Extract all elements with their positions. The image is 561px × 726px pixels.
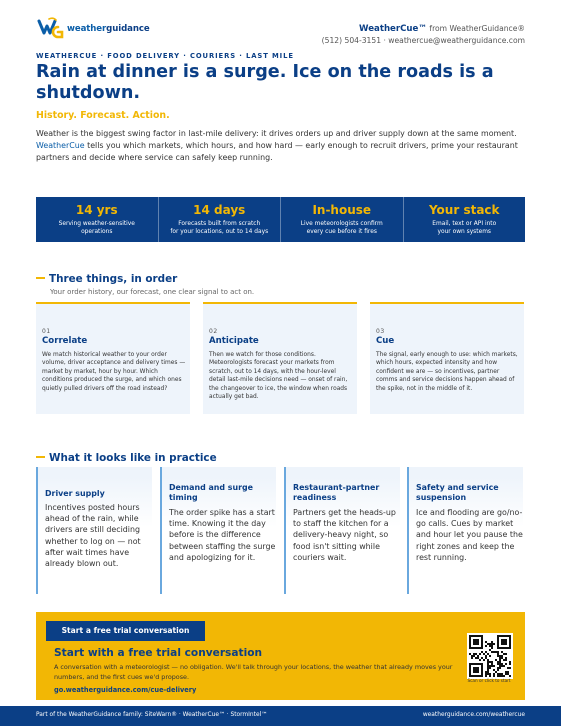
stats-bar	[36, 197, 525, 242]
practice-card-safety-suspension	[407, 467, 523, 594]
practice-text: Partners get the heads-up to staff the kitchen for a delivery-heavy night, so food isn't sitting while couriers wait.	[293, 508, 396, 562]
cta-link[interactable]: go.weatherguidance.com/cue-delivery	[54, 686, 197, 694]
headline: Rain at dinner is a surge. Ice on the roads is a shutdown.	[36, 62, 494, 103]
stat-label	[36, 220, 158, 236]
stat-label-line: Email, text or API into	[432, 221, 497, 227]
stat-years	[36, 197, 158, 242]
weatherguidance-logo[interactable]	[36, 17, 196, 43]
stat-value: 14 yrs	[75, 203, 118, 217]
stat-in-house	[280, 197, 403, 242]
logo-word-weather: weather	[67, 24, 107, 34]
step-card-anticipate	[203, 302, 357, 414]
practice-title: Driver supply	[45, 489, 105, 498]
stat-label-line: Live meteorologists confirm	[300, 221, 383, 227]
intro-text-a: Weather is the biggest swing factor in last-mile delivery: it drives orders up and driver supply down at the same moment.	[36, 129, 517, 138]
header-contact-block	[322, 20, 525, 47]
section-dash	[36, 456, 45, 458]
stat-value: Your stack	[428, 203, 500, 217]
practice-card-driver-supply	[36, 467, 152, 594]
practice-title: Restaurant-partner readiness	[293, 483, 380, 502]
stat-label-line: operations	[81, 229, 113, 235]
stat-label	[404, 220, 526, 236]
logo-word-guidance: guidance	[106, 24, 150, 34]
eyebrow: WEATHERCUE · FOOD DELIVERY · COURIERS · LAST MILE	[36, 52, 294, 60]
footer	[0, 706, 561, 726]
footer-url[interactable]: weatherguidance.com/weathercue	[422, 712, 525, 718]
stat-your-stack	[403, 197, 526, 242]
stat-days	[158, 197, 281, 242]
practice-text: Ice and flooding are go/no-go calls. Cues by market and hour let you pause the right zones and keep the rest running.	[416, 508, 523, 562]
intro-text-b: tells you which markets, which hours, and how hard — early enough to recruit drivers, prime your restaurant partners and decide where service can safely keep running.	[36, 141, 518, 162]
section-title-text: Three things, in order	[49, 273, 178, 285]
step-text: Then we watch for those conditions. Meteorologists forecast your markets from scratch, out to 14 days, with the hour-level detail last-mile decisions need — onset of rain, the changeover to ice, the window when roads actually get bad.	[209, 352, 348, 401]
section-dash	[36, 277, 45, 279]
stat-label-line: for your locations, out to 14 days	[170, 229, 269, 235]
step-text: We match historical weather to your order volume, driver acceptance and delivery times — market by market, hour by hour. Which conditions produced the surge, and which ones quietly pulled drivers off the road instead?	[42, 352, 186, 392]
step-card-cue	[370, 302, 524, 414]
step-title: Correlate	[42, 336, 88, 346]
practice-title: Safety and service suspension	[416, 483, 499, 502]
section-title-text: What it looks like in practice	[49, 452, 217, 464]
header-brand: WeatherCue™	[359, 24, 427, 34]
practice-title: Demand and surge timing	[169, 483, 254, 502]
cta-title: Start with a free trial conversation	[54, 647, 263, 659]
step-card-correlate	[36, 302, 190, 414]
subhead: History. Forecast. Action.	[36, 110, 170, 121]
cta-text: A conversation with a meteorologist — no obligation. We'll talk through your locations, the weather that already moves your numbers, and the first cues we'd propose.	[54, 663, 453, 681]
section-subtitle: Your order history, our forecast, one clear signal to act on.	[50, 288, 255, 296]
stat-label-line: your own systems	[437, 229, 491, 235]
cta-panel	[36, 612, 525, 700]
stat-label-line: Forecasts built from scratch	[178, 221, 261, 227]
stat-label	[159, 220, 281, 236]
practice-card-demand-surge	[160, 467, 276, 594]
step-number: 02	[209, 328, 218, 335]
practice-text: Incentives posted hours ahead of the rain, while drivers are still deciding whether to log on — not after wait times have already blown out.	[45, 503, 141, 569]
header-contact[interactable]: (512) 504-3151 · weathercue@weatherguidance.com	[321, 36, 525, 45]
step-number: 01	[42, 328, 51, 335]
intro-brand: WeatherCue	[36, 141, 85, 150]
stat-value: In-house	[312, 203, 372, 217]
footer-family: Part of the WeatherGuidance family: SiteWarn® · WeatherCue™ · StormIntel™	[36, 712, 268, 718]
qr-code[interactable]	[467, 633, 513, 679]
stat-value: 14 days	[193, 203, 246, 217]
practice-text: The order spike has a start time. Knowing it the day before is the difference between staffing the surge and apologizing for it.	[169, 508, 276, 562]
header-from: from WeatherGuidance®	[426, 24, 525, 33]
section-title-three-things	[36, 273, 177, 285]
step-text: The signal, early enough to use: which markets, which hours, expected intensity and how confident we are — so incentives, partner comms and service decisions happen ahead of the spike, not in the middle of it.	[376, 352, 518, 392]
stat-label	[281, 220, 403, 236]
practice-card-restaurant-partner	[284, 467, 400, 594]
start-trial-button[interactable]: Start a free trial conversation	[46, 621, 205, 641]
stat-label-line: every cue before it fires	[306, 229, 377, 235]
intro-paragraph	[36, 128, 528, 164]
section-title-practice	[36, 452, 217, 464]
stat-label-line: Serving weather-sensitive	[58, 221, 135, 227]
weatherguidance-logo-icon	[36, 17, 64, 41]
step-title: Cue	[376, 336, 395, 346]
step-number: 03	[376, 328, 385, 335]
qr-caption: Scan or click to start	[467, 678, 511, 683]
qr-code-icon	[469, 635, 511, 677]
step-title: Anticipate	[209, 336, 259, 346]
logo-wordmark	[67, 24, 150, 34]
